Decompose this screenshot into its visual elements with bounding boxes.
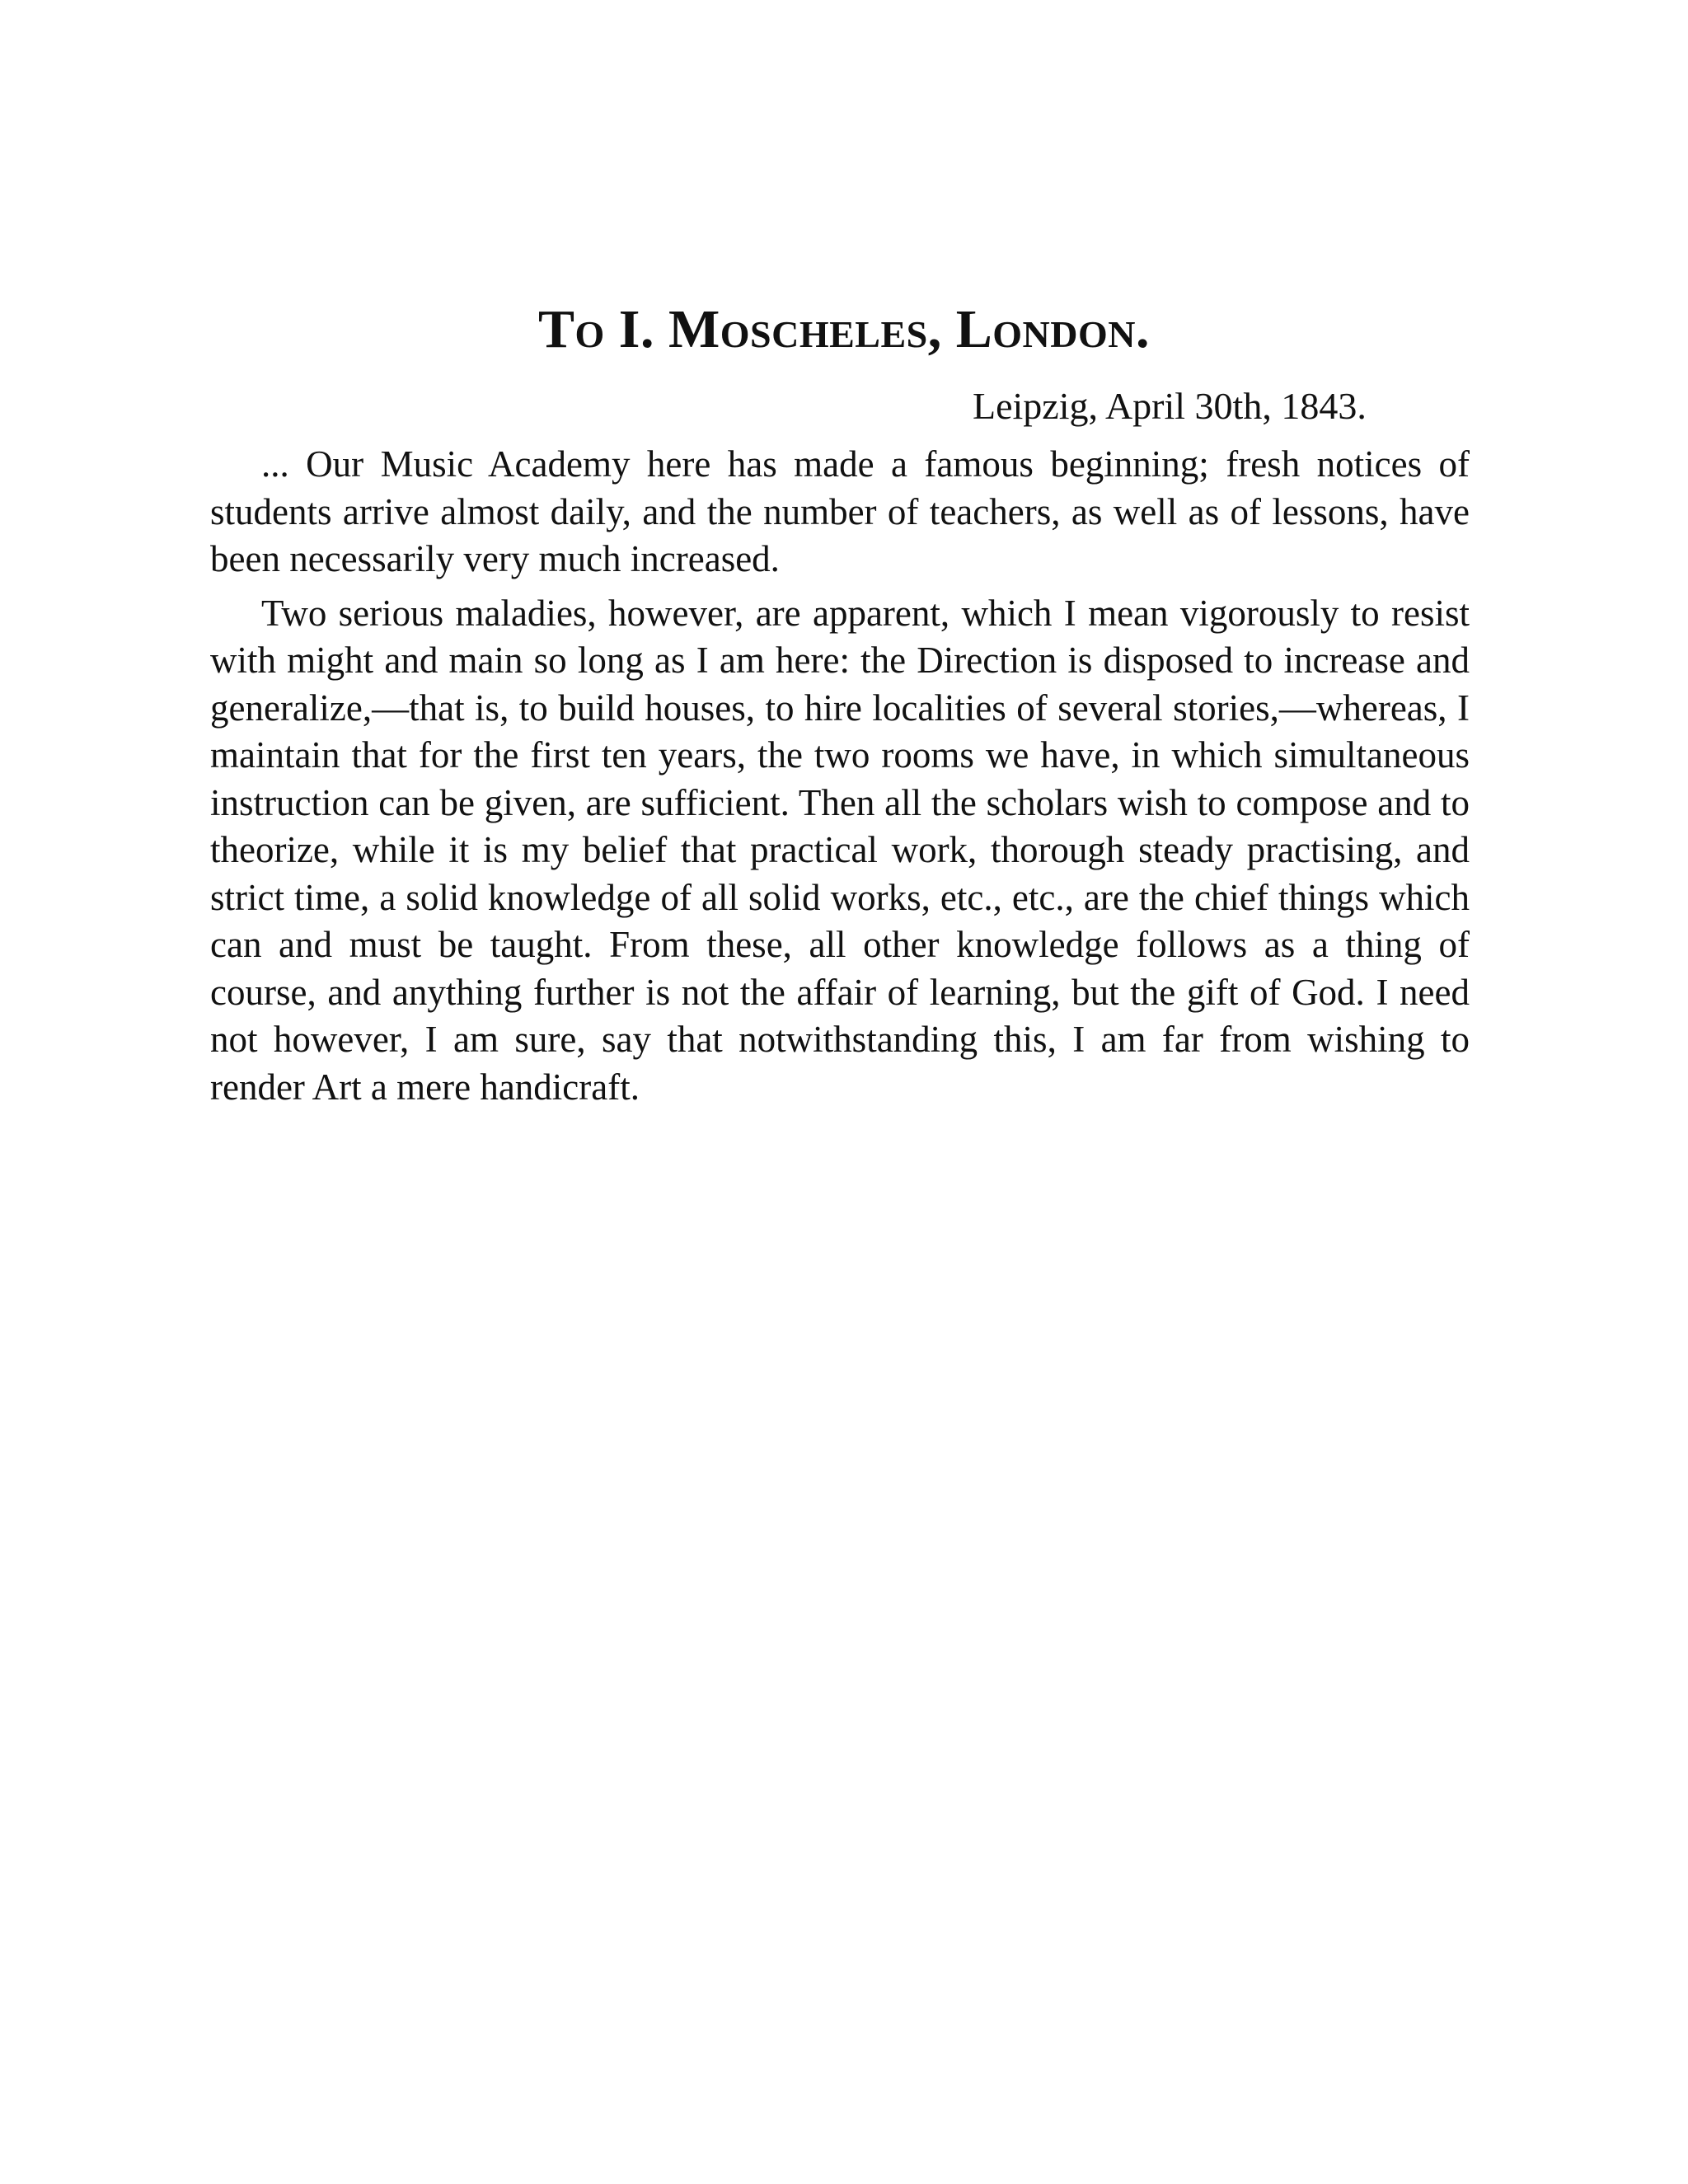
paragraph-2: Two serious maladies, however, are apparent, which I mean vigorously to resist with might and main so long as I am here: the Direction is disposed to increase and generalize,—that is, to build houses, to hire localities of several stories,—whereas, I maintain that for the first ten years, the two rooms we have, in which simultaneous instruction can be given, are sufficient. Then all the scholars wish to compose and to theorize, while it is my belief that practical work, thorough steady practising, and strict time, a solid knowledge of all solid works, etc., etc., are the chief things which can and must be taught. From these, all other knowledge follows as a thing of course, and anything further is not the affair of learning, but the gift of God. I need not however, I am sure, say that notwithstanding this, I am far from wishing to render Art a mere handicraft.: [210, 592, 1470, 1108]
paragraph-1: ... Our Music Academy here has made a famous beginning; fresh notices of students arrive almost daily, and the number of teachers, as well as of lessons, have been necessarily very much increased.: [210, 443, 1470, 579]
letter-dateline: Leipzig, April 30th, 1843.: [973, 385, 1367, 427]
letter-heading: To I. Moscheles, London.: [537, 299, 1150, 359]
letter-body: [210, 441, 1470, 1118]
